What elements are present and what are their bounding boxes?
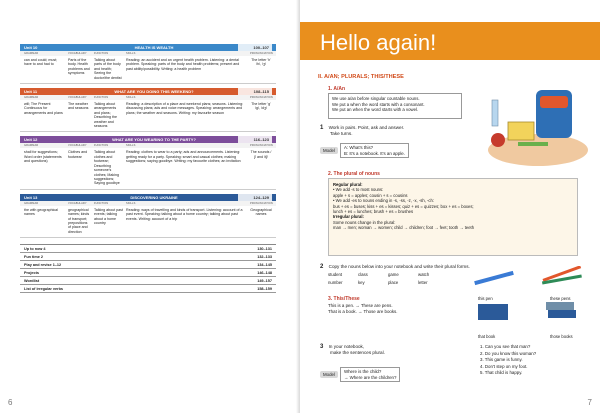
sentence-item: 3. This game is funny.: [480, 357, 523, 363]
contents-table: [20, 44, 276, 293]
extras-row: [20, 245, 276, 253]
that-those-line: That is a book. → Those are books.: [328, 309, 398, 314]
model-dialogue-1: [320, 143, 409, 158]
vocabulary-cell: Parts of the body. Health problems and symptoms: [68, 58, 90, 76]
book-icon: [546, 302, 574, 310]
unit-pages: 116–123: [238, 136, 272, 143]
this-these-line: This is a pen. → These are pens.: [328, 303, 393, 308]
model-tag: Model: [320, 147, 338, 154]
model-box: [340, 367, 400, 382]
section-heading: II. A/AN; PLURALS; THIS/THESE: [318, 74, 404, 80]
plural-rule-line: Some nouns change in the plural:: [333, 219, 396, 225]
grammar-cell: shall for suggestions; Word order (statements and questions): [24, 150, 62, 164]
col-grammar: GRAMMAR: [24, 96, 39, 100]
vocabulary-cell: Clothes and footwear: [68, 150, 88, 159]
rule-line: We put a when the word starts with a consonant.: [332, 101, 425, 107]
sentence-item: 4. Don't step on my foot.: [480, 363, 528, 369]
irregular-example-line: man → men; woman → women; child → children; foot → feet; tooth → teeth: [333, 225, 475, 231]
caption-that-book: that book: [478, 334, 496, 339]
unit-pages: 124–129: [238, 194, 272, 201]
extras-pages: 132–133: [257, 254, 272, 259]
col-skills: SKILLS: [126, 144, 136, 148]
exercise-instruction: Copy the nouns below into your notebook and write their plural forms.: [328, 264, 470, 269]
col-function: FUNCTION: [94, 201, 109, 205]
caption-this-pen: this pen: [478, 296, 493, 301]
col-function: FUNCTION: [94, 52, 109, 55]
col-vocabulary: VOCABULARY: [68, 144, 87, 148]
unit-pages: 108–115: [238, 88, 272, 95]
unit-row: [20, 206, 276, 237]
skills-cell: Reading: an accident and an urgent health problem. Listening: a dental problem. Speaking: parts of the body and health problems; present and past ability/possibility. Writing: a health problem: [126, 58, 240, 71]
extras-label: List of irregular verbs: [24, 286, 64, 291]
unit-row: [20, 100, 276, 131]
sentence-item: 5. That child is happy.: [480, 370, 523, 376]
noun-word: class: [358, 272, 368, 277]
pen-icon: [474, 271, 514, 285]
function-cell: Talking about past events; talking about a home country: [94, 207, 123, 225]
skills-cell: Reading: clothes to wear to a party; ads and announcements. Listening: getting ready for a party. Speaking: smart and casual clothes; making suggestions; saying goodbye. Writing: my favourite clothes; an invitation: [126, 150, 241, 164]
col-skills: SKILLS: [126, 96, 136, 100]
col-vocabulary: VOCABULARY: [68, 52, 87, 55]
col-pronunciation: PRONUNCIATION: [250, 144, 273, 148]
col-grammar: GRAMMAR: [24, 52, 39, 55]
noun-word: watch: [418, 272, 430, 277]
extras-label: Fun time 2: [24, 254, 43, 259]
unit-13-header: [20, 194, 276, 201]
sentence-item: 1. Can you see that man?: [480, 344, 531, 349]
noun-word: key: [358, 280, 365, 285]
pencil-icon: [518, 142, 548, 146]
grammar-cell: will; The Present Continuous for arrangements and plans: [24, 102, 63, 115]
extras-label: Up to now 4: [24, 246, 46, 251]
extras-row: [20, 269, 276, 277]
unit-12-block: [20, 136, 276, 189]
col-pronunciation: PRONUNCIATION: [250, 96, 273, 100]
page-number-right: 7: [587, 398, 592, 407]
notebook-icon: [508, 122, 534, 140]
model-dialogue-2: [320, 367, 400, 382]
function-cell: Talking about parts of the body and health; Seeing the doctor/the dentist: [94, 58, 122, 80]
book-icon: [548, 310, 576, 318]
col-function: FUNCTION: [94, 96, 109, 100]
page-number-left: 6: [8, 398, 13, 407]
col-vocabulary: VOCABULARY: [68, 96, 87, 100]
pronunciation-cell: The sounds /ʃ/ and /tʃ/: [250, 150, 272, 159]
unit-row: [20, 148, 276, 188]
subheading-plural: 2. The plural of nouns: [328, 171, 380, 177]
unit-11-header: [20, 88, 276, 95]
exercise-3: [320, 344, 385, 356]
model-line-a: Where is the child?: [343, 369, 382, 374]
noun-word-list: [328, 272, 478, 285]
unit-10-header: [20, 44, 276, 51]
plural-example-line: bus + es = buses; kiss + es = kisses; quiz + es = quizzes; box + es = boxes;: [333, 203, 474, 209]
subheading-a-an: 1. A/An: [328, 86, 346, 92]
col-vocabulary: VOCABULARY: [68, 201, 87, 205]
rule-line: We put an when the word starts with a vowel.: [332, 107, 419, 113]
pronunciation-cell: The letter 'g' /g/, /dʒ/: [251, 102, 271, 111]
caption-those-books: those books: [550, 334, 573, 339]
function-cell: Talking about clothes and footwear; Describing someone's clothes; Making suggestions; Saying goodbye: [94, 150, 120, 186]
noun-word: place: [388, 280, 399, 285]
apple-icon: [491, 133, 505, 147]
function-cell: Talking about arrangements and plans; Describing the weather and seasons: [94, 102, 117, 129]
noun-word: game: [388, 272, 399, 277]
unit-title: HEALTH IS WEALTH: [134, 45, 174, 50]
exercise-2: [320, 264, 470, 270]
extras-pages: 149–157: [257, 278, 272, 283]
regular-plural-heading: Regular plural:: [333, 182, 363, 187]
skills-cell: Reading: ways of travelling and kinds of transport. Listening: account of a past event. Speaking: talking about a home country; talking about past events. Writing: account of a trip: [126, 207, 243, 221]
extras-row: [20, 285, 276, 293]
plural-rules-box: [328, 178, 578, 256]
col-function: FUNCTION: [94, 144, 109, 148]
plural-rule-line: • We add -es to nouns ending in -s, -ss, -z, -x, -sh, -ch:: [333, 198, 434, 204]
unit-10-block: [20, 44, 276, 84]
bottle-icon: [492, 100, 498, 126]
unit-pages: 100–107: [238, 44, 272, 51]
backpack-pocket: [540, 96, 568, 108]
sentence-item: 2. Do you know this woman?: [480, 350, 537, 356]
exercise-instruction: In your notebook,: [328, 344, 365, 349]
unit-number: Unit 13: [24, 194, 38, 200]
sentence-list: [480, 344, 536, 377]
unit-13-block: [20, 194, 276, 238]
plural-example-line: apple + s = apples; cousin + s = cousins: [333, 192, 408, 198]
a-an-rule-box: [328, 93, 462, 119]
pronunciation-cell: The letter 'h' /h/, /ʒ/: [251, 58, 271, 67]
col-grammar: GRAMMAR: [24, 201, 39, 205]
vocabulary-cell: geographical names; kinds of transport; prepositions of place and direction: [68, 207, 90, 234]
col-skills: SKILLS: [126, 52, 136, 55]
model-tag: Model: [320, 371, 338, 378]
extras-list: [20, 244, 276, 293]
extras-pages: 134–145: [257, 262, 272, 267]
extras-pages: 146–148: [257, 270, 272, 275]
book-icon: [478, 304, 508, 320]
col-pronunciation: PRONUNCIATION: [250, 52, 273, 55]
model-box: [340, 143, 409, 158]
grammar-cell: the with geographical names: [24, 207, 58, 217]
noun-word: number: [328, 280, 343, 285]
noun-word: student: [328, 272, 343, 277]
caption-these-pens: these pens: [550, 296, 571, 301]
model-line-b: → Where are the children?: [343, 374, 397, 380]
model-line-b: B: It's a notebook. It's an apple.: [343, 150, 405, 156]
unit-11-block: [20, 88, 276, 132]
this-these-box: [328, 303, 458, 325]
col-skills: SKILLS: [126, 201, 136, 205]
extras-label: Play and revise 1–12: [24, 262, 62, 267]
lesson-page: [300, 0, 600, 413]
extras-row: [20, 277, 276, 285]
extras-pages: 158–159: [257, 286, 272, 291]
rule-line: We use a/an before singular countable nouns.: [332, 96, 420, 101]
school-items-illustration: [478, 70, 590, 170]
grammar-cell: can and could; must; have to and had to: [24, 58, 58, 67]
page-title: Hello again!: [320, 30, 437, 55]
model-line-a: A: What's this?: [343, 145, 374, 150]
unit-row: [20, 56, 276, 83]
unit-title: WHAT ARE YOU WEARING TO THE PARTY?: [112, 137, 196, 143]
noun-word: letter: [418, 280, 428, 285]
unit-title: DISCOVERING UKRAINE: [130, 194, 178, 200]
exercise-number: 2: [320, 264, 324, 270]
subheading-this-these: 3. This/These: [328, 296, 360, 302]
extras-row: [20, 261, 276, 269]
unit-title: WHAT ARE YOU DOING THIS WEEKEND?: [114, 89, 194, 95]
exercise-instruction-2: Take turns.: [330, 131, 353, 136]
unit-number: Unit 10: [24, 45, 38, 50]
extras-label: Wordlist: [24, 278, 40, 283]
extras-label: Projects: [24, 270, 39, 275]
irregular-plural-heading: Irregular plural:: [333, 214, 364, 220]
exercise-1: [320, 125, 404, 137]
exercise-instruction-2: make the sentences plural.: [330, 350, 385, 355]
exercise-instruction: Work in pairs. Point, ask and answer.: [328, 125, 405, 130]
pronunciation-cell: Geographical names: [250, 207, 272, 217]
unit-number: Unit 12: [24, 137, 38, 143]
skills-cell: Reading: a description of a place and weekend plans; seasons. Listening: discussing plans; ads and voice messages. Speaking: arrangements and plans; the weather and seasons. Writing: my favourite season: [126, 102, 244, 115]
exercise-number: 1: [320, 125, 324, 131]
exercise-number: 3: [320, 344, 324, 350]
col-pronunciation: PRONUNCIATION: [250, 201, 273, 205]
extras-pages: 130–131: [257, 246, 272, 251]
vocabulary-cell: The weather and seasons: [68, 102, 89, 111]
col-grammar: GRAMMAR: [24, 144, 39, 148]
unit-number: Unit 11: [24, 89, 38, 95]
extras-row: [20, 253, 276, 261]
unit-12-header: [20, 136, 276, 143]
plural-rule-line: • We add -s to most nouns:: [333, 187, 384, 193]
plural-example-line: lunch + es = lunches; brush + es = brushes: [333, 209, 414, 215]
